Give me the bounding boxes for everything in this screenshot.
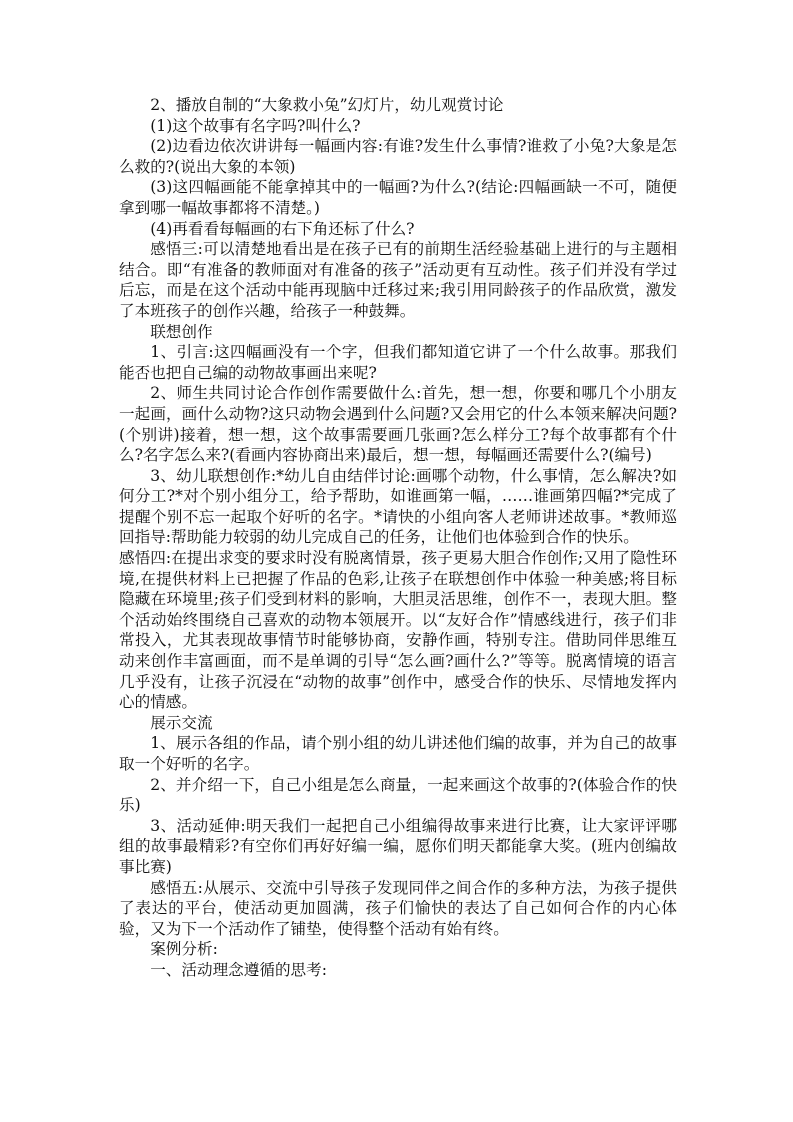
section-heading-exchange: 展示交流 — [150, 713, 213, 732]
paragraph-question-4: (4)再看看每幅画的右下角还标了什么? — [150, 219, 415, 238]
paragraph-exchange-2: 2、并介绍一下，自己小组是怎么商量，一起来画这个故事的?(体验合作的快乐) — [119, 775, 677, 815]
paragraph-creation-1: 1、引言:这四幅画没有一个字，但我们都知道它讲了一个什么故事。那我们能否也把自己编的动物故事画出来呢? — [119, 343, 677, 382]
paragraph-question-1: (1)这个故事有名字吗?叫什么? — [150, 116, 361, 135]
paragraph-exchange-3: 3、活动延伸:明天我们一起把自己小组编得故事来进行比赛，让大家评评哪组的故事最精彩?有空你们再好好编一编，愿你们明天都能拿大奖。(班内创编故事比赛) — [119, 816, 677, 876]
paragraph-reflection-3: 感悟三:可以清楚地看出是在孩子已有的前期生活经验基础上进行的与主题相结合。即“有准备的教师面对有准备的孩子”活动更有互动性。孩子们并没有学过后忘，而是在这个活动中能再现脑中迁移过来;我引用同龄孩子的作品欣赏，激发了本班孩子的创作兴趣，给孩子一种鼓舞。 — [119, 240, 677, 320]
document-body — [119, 95, 677, 981]
paragraph-exchange-1: 1、展示各组的作品，请个别小组的幼儿讲述他们编的故事，并为自己的故事取一个好听的名字。 — [119, 734, 677, 773]
paragraph-slideshow: 2、播放自制的“大象救小兔”幻灯片，幼儿观赏讨论 — [150, 96, 504, 114]
paragraph-reflection-4: 感悟四:在提出求变的要求时没有脱离情景，孩子更易大胆合作创作;又用了隐性环境,在提供材料上已把握了作品的色彩,让孩子在联想创作中体验一种美感;将目标隐藏在环境里;孩子们受到材料的影响，大胆灵活思维，创作不一，表现大胆。整个活动始终围绕自己喜欢的动物本领展开。以“友好合作”情感线进行，孩子们非常投入，尤其表现故事情节时能够协商，安静作画，特别专注。借助同伴思维互动来创作丰富画面，而不是单调的引导“怎么画?画什么?”等等。脱离情境的语言几乎没有，让孩子沉浸在“动物的故事”创作中，感受合作的快乐、尽情地发挥内心的情感。 — [119, 549, 677, 712]
section-heading-analysis: 案例分析: — [150, 940, 218, 959]
section-heading-creation: 联想创作 — [150, 322, 213, 341]
paragraph-question-2: (2)边看边依次讲讲每一幅画内容:有谁?发生什么事情?谁救了小兔?大象是怎么救的?(说出大象的本领) — [119, 137, 677, 176]
paragraph-creation-2: 2、师生共同讨论合作创作需要做什么:首先，想一想，你要和哪几个小朋友一起画，画什么动物?这只动物会遇到什么问题?又会用它的什么本领来解决问题?(个别讲)接着，想一想，这个故事需要画几张画?怎么样分工?每个故事都有个什么?名字怎么来?(看画内容协商出来)最后，想一想，每幅画还需要什么?(编号) — [119, 384, 677, 465]
paragraph-question-3: (3)这四幅画能不能拿掉其中的一幅画?为什么?(结论:四幅画缺一不可，随便拿到哪一幅故事都将不清楚。) — [119, 178, 677, 217]
paragraph-creation-3: 3、幼儿联想创作:*幼儿自由结伴讨论:画哪个动物，什么事情，怎么解决?如何分工?*对个别小组分工，给予帮助，如谁画第一幅，……谁画第四幅?*完成了提醒个别不忘一起取个好听的名字。*请快的小组向客人老师讲述故事。*教师巡回指导:帮助能力较弱的幼儿完成自己的任务，让他们也体验到合作的快乐。 — [119, 466, 677, 547]
section-heading-philosophy: 一、活动理念遵循的思考: — [150, 960, 327, 979]
paragraph-reflection-5: 感悟五:从展示、交流中引导孩子发现同伴之间合作的多种方法，为孩子提供了表达的平台，使活动更加圆满，孩子们愉快的表达了自己如何合作的内心体验，又为下一个活动作了铺垫，使得整个活动有始有终。 — [119, 878, 677, 938]
